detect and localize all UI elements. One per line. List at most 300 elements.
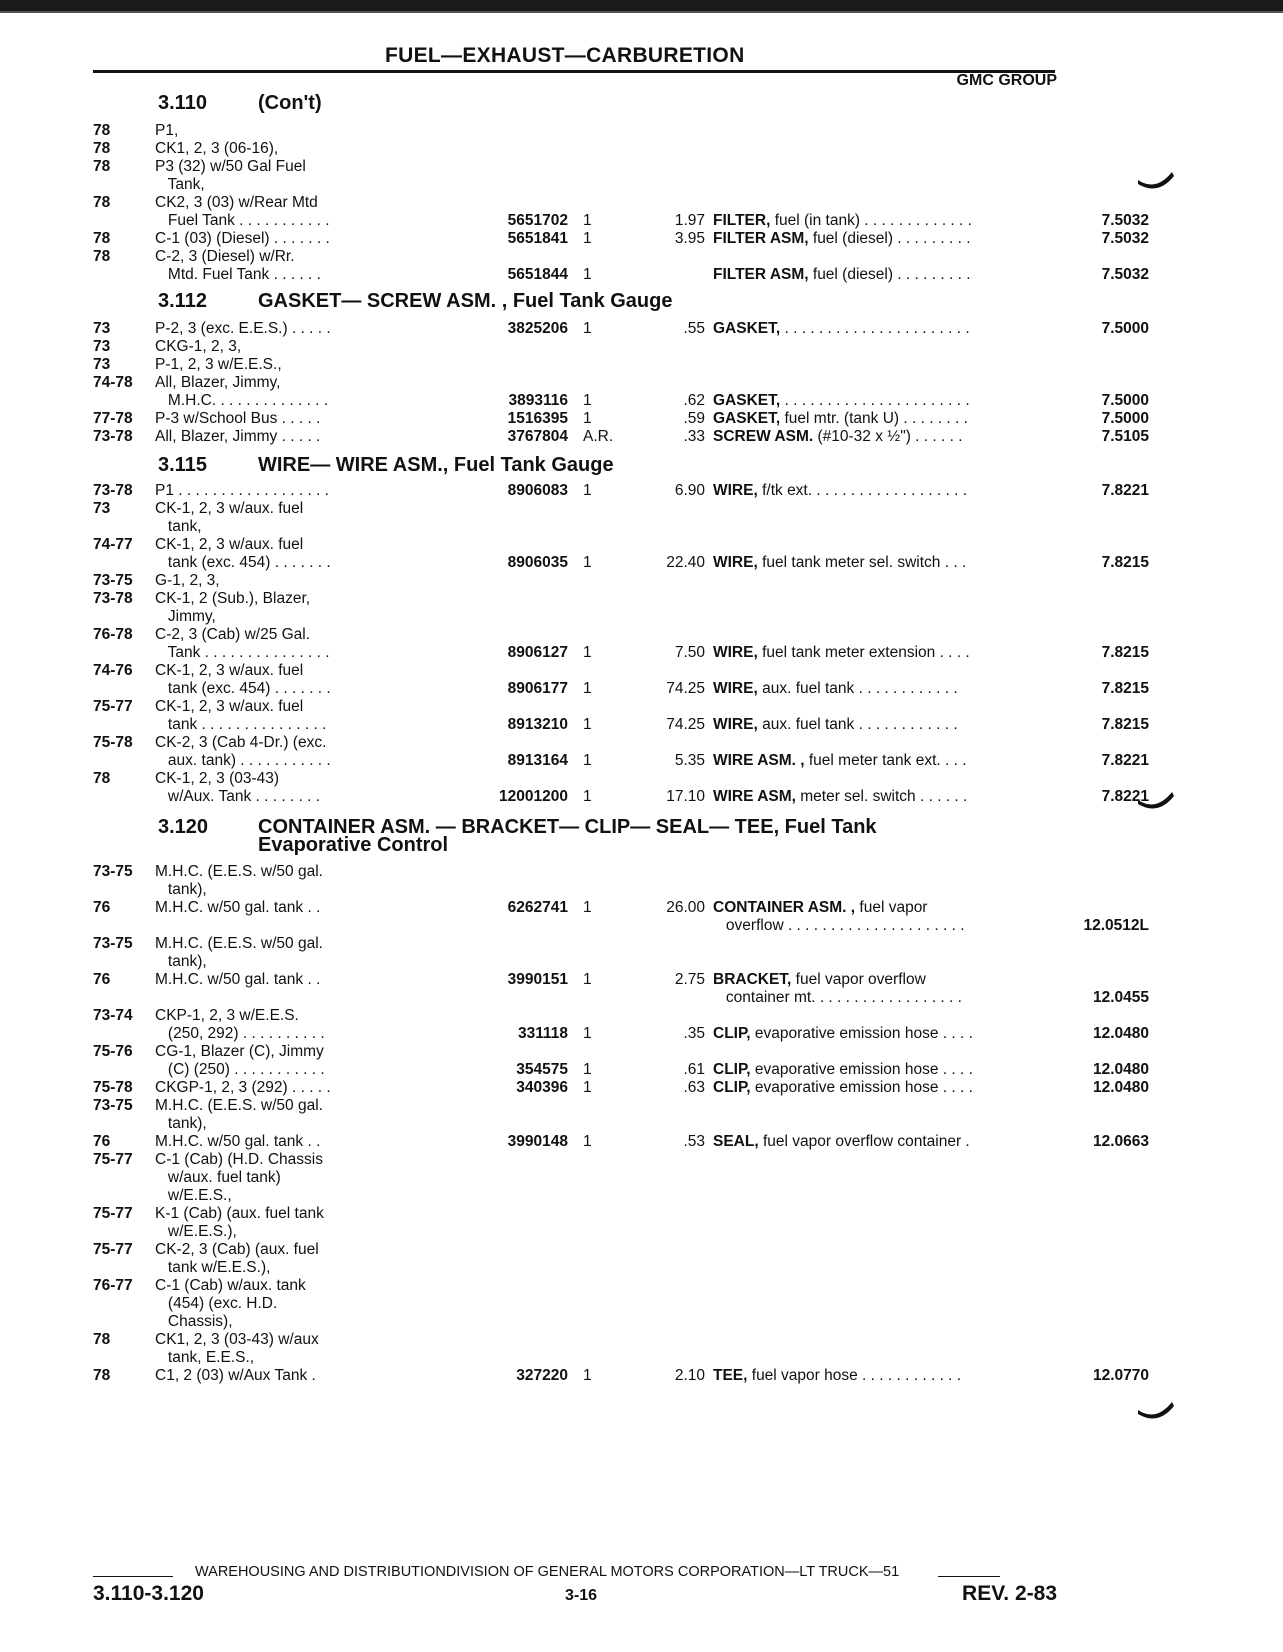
part-row [93,1312,1059,1331]
quantity: 1 [583,554,592,571]
price: 74.25 [666,680,705,697]
group-number: 12.0512L [1083,917,1149,934]
description [713,1060,1035,1079]
description-name: FILTER ASM, [713,266,809,283]
price: .35 [683,1025,705,1042]
model-year: 73 [93,338,111,355]
part-number: 5651702 [507,212,568,229]
description-detail: evaporative emission hose . . . . [750,1079,973,1096]
description-name: SCREW ASM. [713,428,814,445]
description [713,1078,1035,1097]
description-detail: . . . . . . . . . . . . . . . . . . . . . . [780,392,970,409]
application: Jimmy, [155,608,216,625]
application: P1 . . . . . . . . . . . . . . . . . . [155,482,329,499]
description-detail: fuel (diesel) . . . . . . . . . [808,230,971,247]
part-row [93,319,1149,338]
description-detail: aux. fuel tank . . . . . . . . . . . . [757,680,958,697]
description-detail: (#10-32 x ½") . . . . . . [813,428,963,445]
application: CK-2, 3 (Cab 4-Dr.) (exc. [155,734,327,751]
part-row [93,916,1149,935]
quantity: 1 [583,230,592,247]
description-detail: evaporative emission hose . . . . [750,1061,973,1078]
description [713,427,1035,446]
section-number: 3.110 [158,92,207,114]
application: Tank . . . . . . . . . . . . . . . [155,644,330,661]
header-rule [93,70,1055,73]
model-year: 78 [93,194,111,211]
group-label: GMC GROUP [956,72,1057,89]
price: .33 [683,428,705,445]
part-row [93,1222,1059,1241]
price: 6.90 [674,482,705,499]
application: tank), [155,881,207,898]
group-number: 12.0455 [1092,989,1149,1006]
group-number: 7.8215 [1101,554,1149,571]
model-year: 73 [93,356,111,373]
quantity: 1 [583,716,592,733]
part-row [93,373,1059,392]
part-number: 331118 [517,1025,568,1042]
application: CK1, 2, 3 (06-16), [155,140,279,157]
application: CK-1, 2, 3 w/aux. fuel [155,500,304,517]
application: (454) (exc. H.D. [155,1295,278,1312]
part-number: 8906127 [507,644,568,661]
price: 22.40 [666,554,705,571]
description-name: FILTER ASM, [713,230,809,247]
description [713,409,1035,428]
section-title: GASKET— SCREW ASM. , Fuel Tank Gauge [258,290,673,312]
quantity: 1 [583,644,592,661]
group-number: 12.0770 [1092,1367,1149,1384]
model-year: 78 [93,122,111,139]
application: P-2, 3 (exc. E.E.S.) . . . . . [155,320,331,337]
model-year: 76-77 [93,1277,133,1294]
description-detail: f/tk ext. . . . . . . . . . . . . . . . . . . [757,482,968,499]
application: CK-1, 2, 3 w/aux. fuel [155,698,304,715]
description-name: WIRE ASM, [713,788,796,805]
description [713,643,1035,662]
application: C-1 (03) (Diesel) . . . . . . . [155,230,330,247]
application: w/Aux. Tank . . . . . . . . [155,788,321,805]
group-number: 7.5032 [1101,212,1149,229]
scan-top-border-shadow [0,11,1283,13]
model-year: 78 [93,1367,111,1384]
application: CKG-1, 2, 3, [155,338,242,355]
model-year: 73-75 [93,1097,133,1114]
description [713,1132,1035,1151]
price: 2.75 [674,971,705,988]
part-row [93,988,1149,1007]
part-row [93,1006,1059,1025]
application: M.H.C. . . . . . . . . . . . . . [155,392,329,409]
description-name: WIRE ASM. , [713,752,805,769]
description [713,715,1035,734]
price: 26.00 [666,899,705,916]
part-row [93,1366,1149,1385]
model-year: 73 [93,500,111,517]
part-row [93,880,1059,899]
part-number: 5651844 [507,266,568,283]
part-row [93,175,1059,194]
section-heading-3112 [158,290,672,313]
application: aux. tank) . . . . . . . . . . . [155,752,331,769]
part-row [93,970,1059,989]
group-number: 7.5032 [1101,266,1149,283]
footer-page-number: 3-16 [565,1587,598,1604]
model-year: 75-77 [93,1241,133,1258]
application: (C) (250) . . . . . . . . . . . [155,1061,325,1078]
part-number: 3990151 [507,971,568,988]
part-number: 8913210 [507,716,568,733]
price: 2.10 [674,1367,705,1384]
quantity: 1 [583,899,592,916]
application: tank, E.E.S., [155,1349,255,1366]
part-number: 8913164 [507,752,568,769]
application: CK2, 3 (03) w/Rear Mtd [155,194,318,211]
part-row [93,553,1149,572]
model-year: 78 [93,248,111,265]
description-detail: fuel meter tank ext. . . . [804,752,967,769]
part-row [93,625,1059,644]
part-row [93,337,1059,356]
part-number: 340396 [516,1079,568,1096]
model-year: 78 [93,140,111,157]
description-detail: overflow . . . . . . . . . . . . . . . . . . . . . [713,917,965,934]
quantity: 1 [583,266,592,283]
description-detail: meter sel. switch . . . . . . [795,788,968,805]
application: P-1, 2, 3 w/E.E.S., [155,356,282,373]
part-row [93,571,1059,590]
application: (250, 292) . . . . . . . . . . [155,1025,325,1042]
application: CKP-1, 2, 3 w/E.E.S. [155,1007,299,1024]
application: Tank, [155,176,205,193]
application: P-3 w/School Bus . . . . . [155,410,321,427]
application: w/E.E.S.), [155,1223,237,1240]
model-year: 73-75 [93,572,133,589]
price: 3.95 [674,230,705,247]
group-number: 7.5032 [1101,230,1149,247]
description-detail: container mt. . . . . . . . . . . . . . . . . . [713,989,962,1006]
application: Mtd. Fuel Tank . . . . . . [155,266,321,283]
application: CK-1, 2 (Sub.), Blazer, [155,590,311,607]
description-name: WIRE, [713,644,758,661]
description-detail: fuel (diesel) . . . . . . . . . [808,266,971,283]
group-number: 12.0480 [1092,1061,1149,1078]
part-row [93,1132,1149,1151]
description-detail: fuel tank meter extension . . . . [757,644,970,661]
part-row [93,1240,1059,1259]
description-detail: fuel vapor [855,899,928,916]
part-row [93,1150,1059,1169]
part-row [93,769,1059,788]
part-row [93,898,1059,917]
part-row [93,679,1149,698]
price: .62 [683,392,705,409]
model-year: 73-78 [93,482,133,499]
part-row [93,499,1059,518]
footer-rule-right [938,1576,1000,1577]
description [713,1024,1035,1043]
part-row [93,391,1149,410]
model-year: 75-78 [93,1079,133,1096]
part-number: 8906177 [507,680,568,697]
part-row [93,1096,1059,1115]
description-detail: . . . . . . . . . . . . . . . . . . . . . . [780,320,970,337]
price: 7.50 [674,644,705,661]
binder-hole-mark [1136,790,1176,812]
part-row [93,139,1059,158]
description [713,679,1035,698]
description-detail: fuel mtr. (tank U) . . . . . . . . [780,410,968,427]
part-number: 3825206 [507,320,568,337]
description [713,391,1035,410]
model-year: 75-78 [93,734,133,751]
quantity: 1 [583,1079,592,1096]
model-year: 77-78 [93,410,133,427]
description-name: CLIP, [713,1079,751,1096]
part-row [93,1276,1059,1295]
quantity: 1 [583,392,592,409]
description-detail: fuel vapor overflow [791,971,926,988]
part-number: 3767804 [507,428,568,445]
part-row [93,607,1059,626]
price: .55 [683,320,705,337]
part-row [93,751,1149,770]
section-heading-3115 [158,454,614,477]
model-year: 78 [93,1331,111,1348]
section-heading-3120-line2: Evaporative Control [258,834,449,856]
model-year: 73-78 [93,590,133,607]
model-year: 75-77 [93,1151,133,1168]
description [713,1366,1035,1385]
part-row [93,229,1149,248]
description-name: TEE, [713,1367,748,1384]
application: tank (exc. 454) . . . . . . . [155,680,331,697]
description-name: GASKET, [713,320,781,337]
model-year: 76-78 [93,626,133,643]
footer-rule-left [93,1576,173,1577]
application: tank), [155,1115,207,1132]
part-row [93,1330,1059,1349]
model-year: 74-76 [93,662,133,679]
description-name: BRACKET, [713,971,792,988]
price: .61 [683,1061,705,1078]
binder-hole-mark [1136,1400,1176,1422]
price: 5.35 [674,752,705,769]
model-year: 73-75 [93,935,133,952]
model-year: 75-77 [93,698,133,715]
quantity: 1 [583,410,592,427]
description-detail: fuel tank meter sel. switch . . . [757,554,967,571]
model-year: 78 [93,230,111,247]
part-row [93,247,1059,266]
application: tank w/E.E.S.), [155,1259,271,1276]
section-number: 3.115 [158,454,207,476]
part-row [93,1348,1059,1367]
binder-hole-mark [1136,170,1176,192]
application: K-1 (Cab) (aux. fuel tank [155,1205,324,1222]
group-number: 7.8221 [1101,482,1149,499]
model-year: 76 [93,1133,111,1150]
group-number: 7.5000 [1101,320,1149,337]
application: CK1, 2, 3 (03-43) w/aux [155,1331,319,1348]
part-row [93,643,1149,662]
part-number: 3893116 [508,392,568,409]
description-name: WIRE, [713,716,758,733]
part-row [93,157,1059,176]
model-year: 74-77 [93,536,133,553]
description [713,970,1035,989]
part-number: 8906083 [507,482,568,499]
section-title: WIRE— WIRE ASM., Fuel Tank Gauge [258,454,614,476]
model-year: 73-75 [93,863,133,880]
part-number: 354575 [516,1061,568,1078]
application: w/E.E.S., [155,1187,232,1204]
price: 17.10 [666,788,705,805]
part-row [93,517,1059,536]
description-name: CONTAINER ASM. , [713,899,856,916]
part-row [93,733,1059,752]
description [713,553,1035,572]
description [713,898,1035,917]
price: 1.97 [674,212,705,229]
application: CK-2, 3 (Cab) (aux. fuel [155,1241,319,1258]
model-year: 78 [93,770,111,787]
description-name: WIRE, [713,554,758,571]
application: P1, [155,122,179,139]
part-row [93,427,1149,446]
model-year: 73-74 [93,1007,133,1024]
description-name: GASKET, [713,392,781,409]
description-name: WIRE, [713,680,758,697]
application: CKGP-1, 2, 3 (292) . . . . . [155,1079,331,1096]
model-year: 76 [93,971,111,988]
model-year: 73-78 [93,428,133,445]
description [713,319,1035,338]
part-number: 327220 [516,1367,568,1384]
group-number: 7.8215 [1101,680,1149,697]
part-row [93,121,1059,140]
quantity: 1 [583,482,592,499]
application: G-1, 2, 3, [155,572,220,589]
description-name: CLIP, [713,1061,751,1078]
application: C-1 (Cab) (H.D. Chassis [155,1151,323,1168]
application: M.H.C. w/50 gal. tank . . [155,1133,321,1150]
group-number: 7.5000 [1101,392,1149,409]
description [713,211,1035,230]
model-year: 74-78 [93,374,133,391]
group-number: 7.5000 [1101,410,1149,427]
description [713,481,1035,500]
application: tank (exc. 454) . . . . . . . [155,554,331,571]
part-row [93,1204,1059,1223]
part-row [93,1186,1059,1205]
description-name: CLIP, [713,1025,751,1042]
part-row [93,1294,1059,1313]
quantity: 1 [583,1133,592,1150]
part-number: 1516395 [507,410,568,427]
part-number: 8906035 [507,554,568,571]
quantity: 1 [583,752,592,769]
group-number: 12.0480 [1092,1079,1149,1096]
part-row [93,1258,1059,1277]
description-detail: fuel vapor overflow container . [758,1133,970,1150]
application: CG-1, Blazer (C), Jimmy [155,1043,324,1060]
part-row [93,787,1149,806]
part-row [93,589,1059,608]
model-year: 73 [93,320,111,337]
application: CK-1, 2, 3 w/aux. fuel [155,662,304,679]
part-row [93,952,1059,971]
footer-revision: REV. 2-83 [962,1582,1057,1605]
model-year: 78 [93,158,111,175]
price: .63 [683,1079,705,1096]
part-row [93,715,1149,734]
application: All, Blazer, Jimmy, [155,374,281,391]
application: C1, 2 (03) w/Aux Tank . [155,1367,316,1384]
part-row [93,661,1059,680]
part-row [93,1114,1059,1133]
model-year: 76 [93,899,111,916]
application: M.H.C. (E.E.S. w/50 gal. [155,863,323,880]
application: M.H.C. w/50 gal. tank . . [155,899,321,916]
application: tank . . . . . . . . . . . . . . . [155,716,327,733]
description [713,229,1035,248]
footer-section-range: 3.110-3.120 [93,1582,204,1605]
part-row [93,355,1059,374]
part-number: 12001200 [499,788,568,805]
group-number: 7.5105 [1101,428,1149,445]
part-number: 6262741 [507,899,568,916]
part-row [93,265,1149,284]
group-number: 12.0480 [1092,1025,1149,1042]
application: C-2, 3 (Diesel) w/Rr. [155,248,295,265]
application: M.H.C. (E.E.S. w/50 gal. [155,1097,323,1114]
part-row [93,862,1059,881]
part-row [93,193,1059,212]
part-row [93,409,1149,428]
group-number: 7.8215 [1101,644,1149,661]
application: Fuel Tank . . . . . . . . . . . [155,212,330,229]
part-row [93,1078,1149,1097]
application: tank, [155,518,202,535]
group-number: 12.0663 [1092,1133,1149,1150]
part-row [93,535,1059,554]
section-title: (Con't) [258,92,322,114]
application: M.H.C. (E.E.S. w/50 gal. [155,935,323,952]
part-row [93,934,1059,953]
description-name: GASKET, [713,410,781,427]
quantity: 1 [583,1367,592,1384]
section-number: 3.120 [158,816,209,838]
application: C-2, 3 (Cab) w/25 Gal. [155,626,311,643]
quantity: 1 [583,971,592,988]
application: w/aux. fuel tank) [155,1169,281,1186]
description [713,916,1035,935]
section-number: 3.112 [158,290,207,312]
application: tank), [155,953,207,970]
price: .53 [683,1133,705,1150]
quantity: 1 [583,320,592,337]
description-name: FILTER, [713,212,771,229]
application: All, Blazer, Jimmy . . . . . [155,428,321,445]
application: P3 (32) w/50 Gal Fuel [155,158,306,175]
model-year: 75-77 [93,1205,133,1222]
part-row [93,1168,1059,1187]
description [713,265,1035,284]
description-detail: fuel (in tank) . . . . . . . . . . . . . [770,212,972,229]
part-row [93,481,1149,500]
